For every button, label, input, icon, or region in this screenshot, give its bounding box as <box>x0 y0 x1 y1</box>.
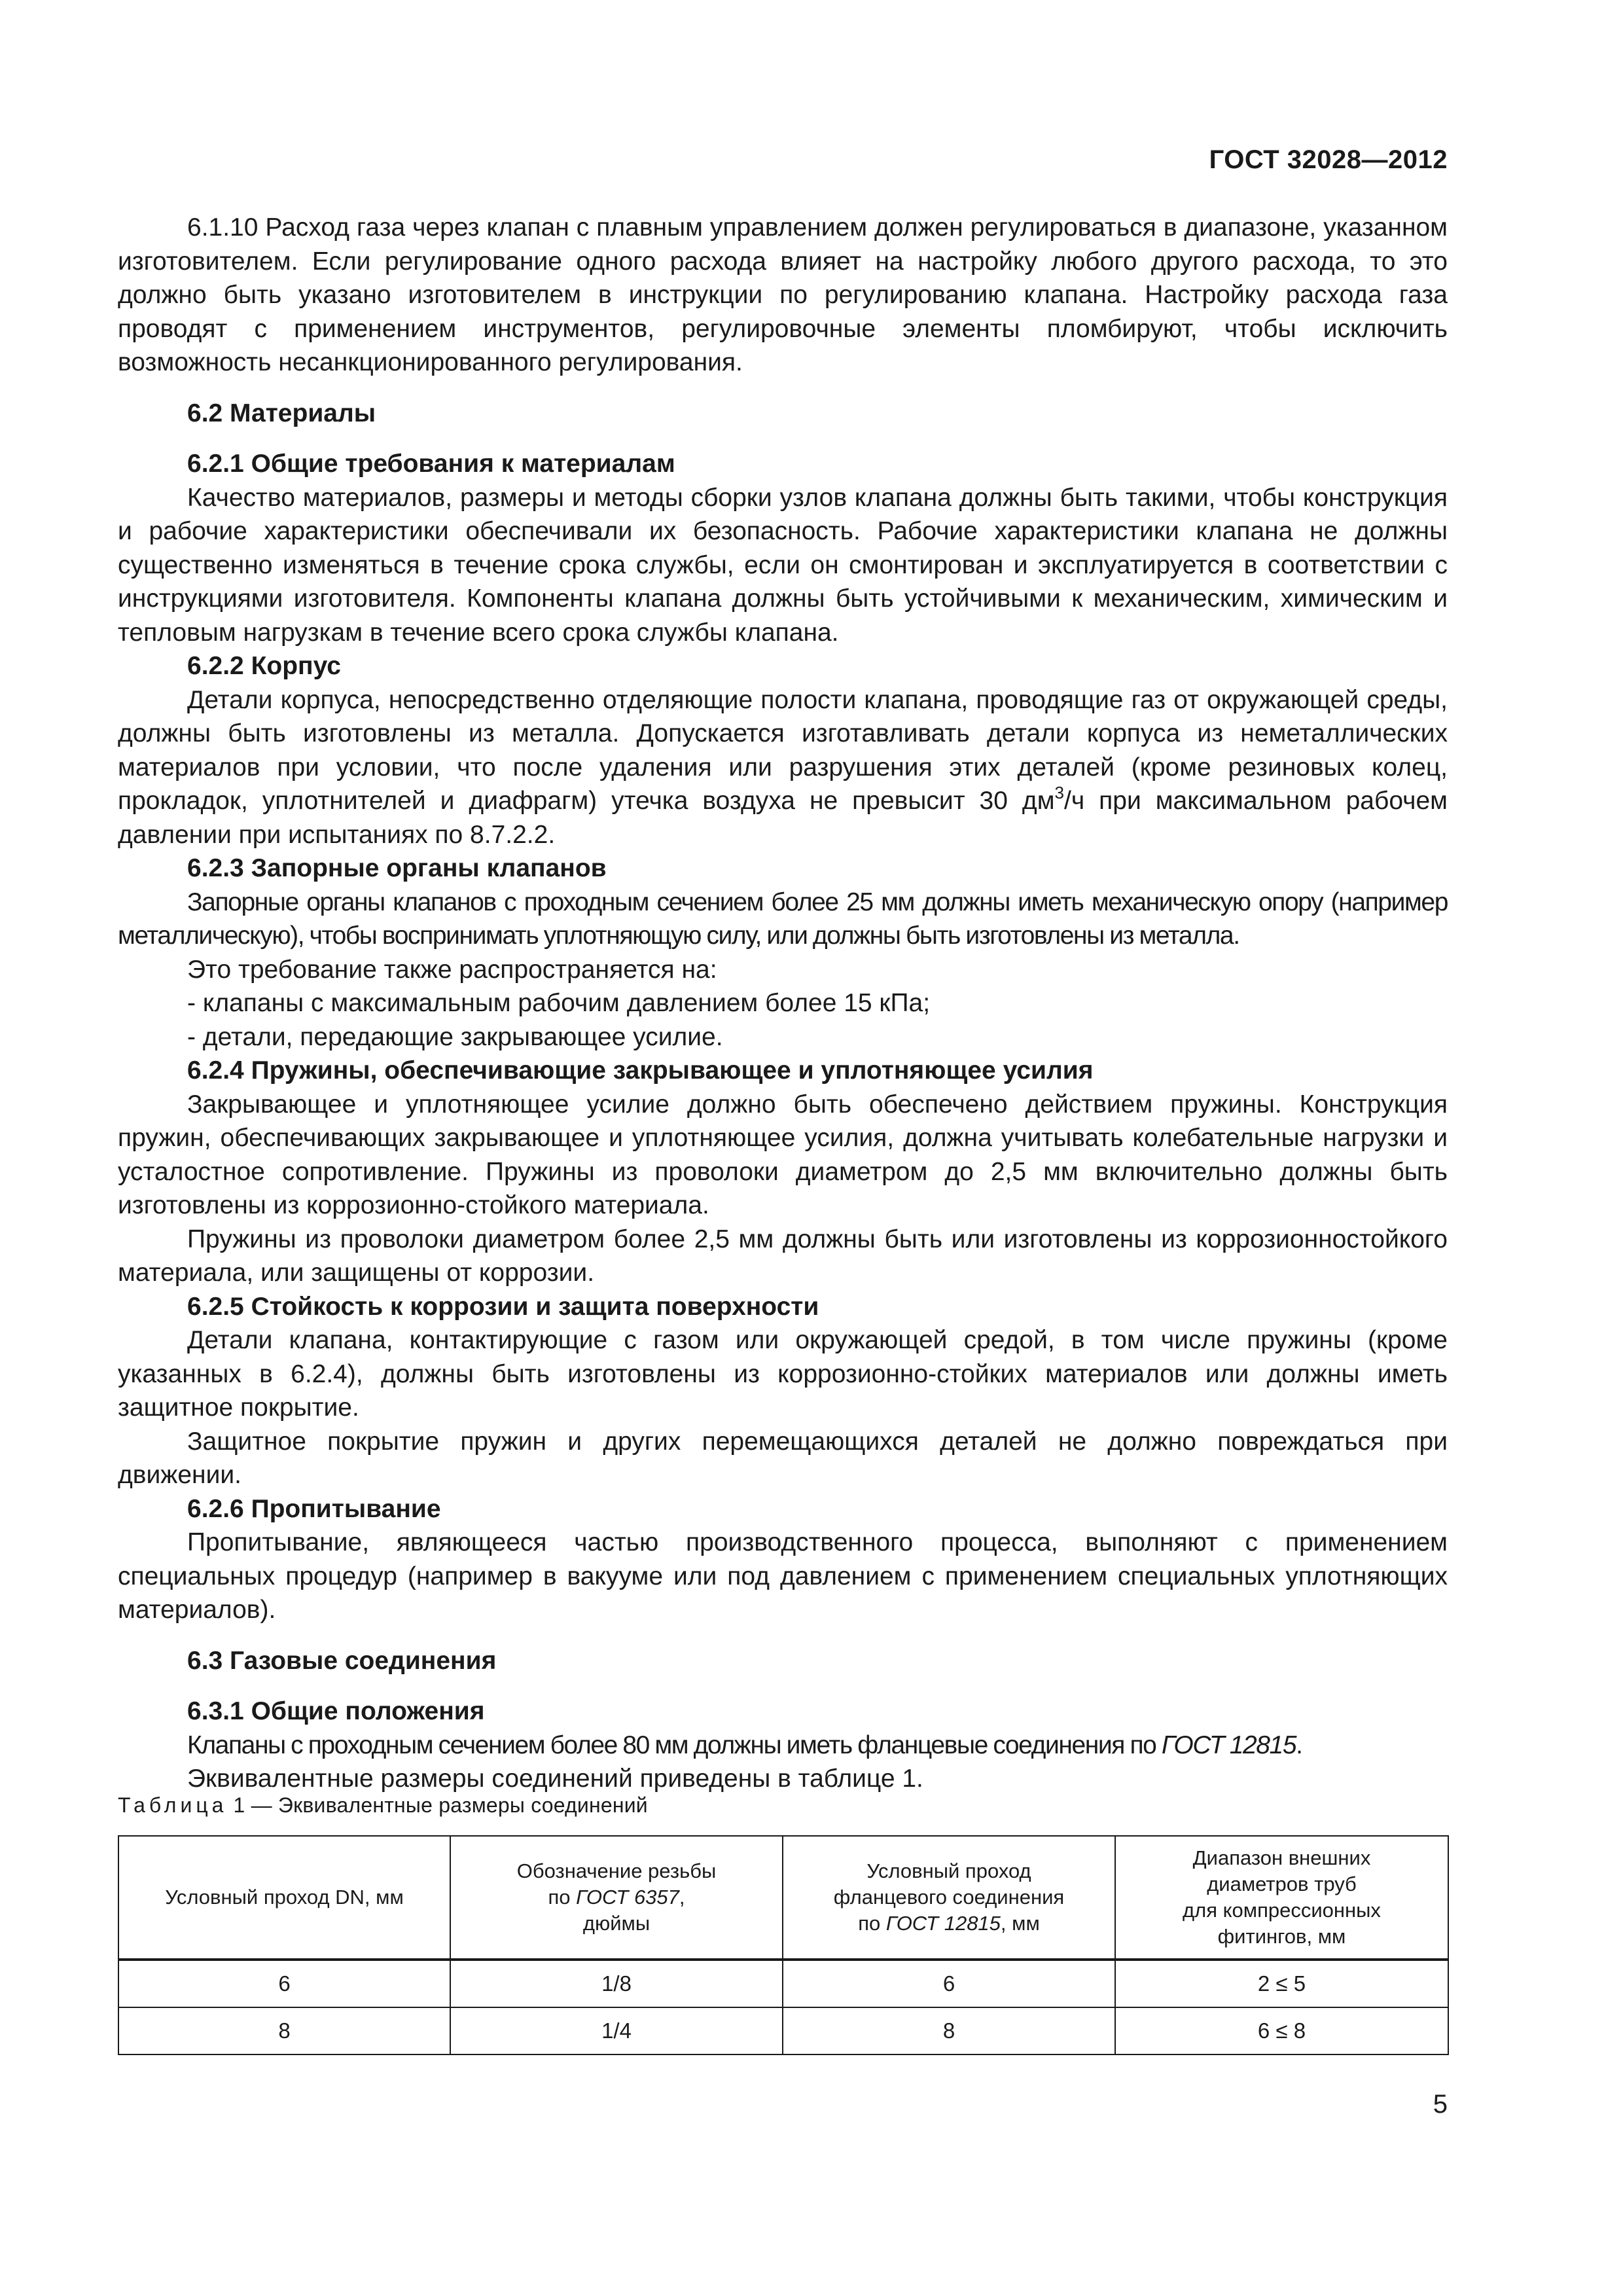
table-cell: 1/8 <box>450 1960 783 2007</box>
table-row <box>118 2007 1448 2054</box>
equivalent-sizes-table <box>118 1835 1449 2055</box>
paragraph-6-2-2-text-b: /ч при максимальном рабочем давлении при испытаниях по 8.7.2.2. <box>118 787 1448 849</box>
page-number: 5 <box>1433 2090 1448 2119</box>
header-col4-line3: для компрессионных <box>1183 1899 1381 1922</box>
paragraph-6-2-4: Закрывающее и уплотняющее усилие должно быть обеспечено действием пружины. Конструкция пружин, обеспечивающих закрывающее и уплотняющее усилия, должна учитывать колебательные нагрузки и усталостное сопротивление. Пружины из проволоки диаметром до 2,5 мм включительно должны быть изготовлены из коррозионно-стойкого материала. <box>118 1090 1448 1219</box>
paragraph-6-3-1-text-b: . <box>1296 1731 1302 1759</box>
paragraph-6-2-1: Качество материалов, размеры и методы сборки узлов клапана должны быть такими, чтобы конструкция и рабочие характеристики обеспечивали их безопасность. Рабочие характеристики клапана не должны существенно изменяться в течение срока службы, если он смонтирован и эксплуатируется в соответствии с инструкциями изготовителя. Компоненты клапана должны быть устойчивыми к механическим, химическим и тепловым нагрузкам в течение всего срока службы клапана. <box>118 483 1448 647</box>
table-cell: 8 <box>783 2007 1115 2054</box>
paragraph-6-2-5-b: Защитное покрытие пружин и других перемещающихся деталей не должно повреждаться при движении. <box>118 1427 1448 1489</box>
paragraph-6-2-3-intro: Это требование также распространяется на: <box>187 955 717 984</box>
list-item-2: - детали, передающие закрывающее усилие. <box>187 1022 723 1051</box>
header-col4-line4: фитингов, мм <box>1217 1925 1346 1948</box>
header-flange-diameter <box>783 1836 1115 1960</box>
heading-6-2-6: 6.2.6 Пропитывание <box>187 1494 441 1523</box>
table-cell: 6 <box>118 1960 450 2007</box>
table-caption-text: 1 — Эквивалентные размеры соединений <box>227 1793 648 1817</box>
heading-6-2: 6.2 Материалы <box>187 399 376 427</box>
heading-6-2-5: 6.2.5 Стойкость к коррозии и защита поверхности <box>187 1292 819 1321</box>
paragraph-6-2-2 <box>118 683 1448 852</box>
header-col2-line3: дюймы <box>582 1912 651 1935</box>
header-col2-ref: ГОСТ 6357 <box>576 1886 679 1909</box>
document-id-header: ГОСТ 32028—2012 <box>1209 145 1448 174</box>
paragraph-6-3-1-b: Эквивалентные размеры соединений приведены в таблице 1. <box>187 1765 923 1793</box>
document-body <box>118 211 1448 1796</box>
table-cell: 2 ≤ 5 <box>1115 1960 1448 2007</box>
table-caption-label: Таблица <box>118 1793 228 1817</box>
header-col4-line2: диаметров труб <box>1207 1873 1357 1895</box>
heading-6-2-2: 6.2.2 Корпус <box>187 652 341 680</box>
paragraph-6-3-1-text-a: Клапаны с проходным сечением более 80 мм должны иметь фланцевые соединения по <box>187 1731 1162 1759</box>
heading-6-2-3: 6.2.3 Запорные органы клапанов <box>187 854 607 882</box>
paragraph-6-2-4-b: Пружины из проволоки диаметром более 2,5 мм должны быть или изготовлены из коррозионностойкого материала, или защищены от коррозии. <box>118 1225 1448 1287</box>
heading-6-3-1: 6.3.1 Общие положения <box>187 1697 485 1725</box>
header-col2-line2c: , <box>679 1886 685 1909</box>
paragraph-6-2-3: Запорные органы клапанов с проходным сечением более 25 мм должны иметь механическую опору (например металлическую), чтобы воспринимать уплотняющую силу, или должны быть изготовлены из металла. <box>118 888 1448 950</box>
header-col3-ref: ГОСТ 12815 <box>885 1912 1001 1935</box>
paragraph-6-1-10: 6.1.10 Расход газа через клапан с плавным управлением должен регулироваться в диапазоне, указанном изготовителем. Если регулирование одного расхода влияет на настройку любого другого расхода, то это должно быть указано изготовителем в инструкции по регулированию клапана. Настройку расхода газа проводят с применением инструментов, регулировочные элементы пломбируют, чтобы исключить возможность несанкционированного регулирования. <box>118 213 1448 376</box>
list-item-1: - клапаны с максимальным рабочим давлением более 15 кПа; <box>187 989 931 1017</box>
heading-6-2-4: 6.2.4 Пружины, обеспечивающие закрывающее и уплотняющее усилия <box>187 1056 1094 1085</box>
table-caption <box>118 1793 648 1818</box>
table-header-row <box>118 1836 1448 1960</box>
header-col3-line3c: , мм <box>1000 1912 1040 1935</box>
paragraph-6-2-2-text-a: Детали корпуса, непосредственно отделяющие полости клапана, проводящие газ от окружающей среды, должны быть изготовлены из металла. Допускается изготавливать детали корпуса из неметаллических материалов при условии, что после удаления или разрушения этих деталей (кроме резиновых колец, прокладок, уплотнителей и диафрагм) утечка воздуха не превысит 30 дм <box>118 685 1448 815</box>
header-pipe-diameter-range <box>1115 1836 1448 1960</box>
table-cell: 1/4 <box>450 2007 783 2054</box>
table-cell: 6 <box>783 1960 1115 2007</box>
document-page <box>118 0 1448 2296</box>
paragraph-6-2-5: Детали клапана, контактирующие с газом или окружающей средой, в том числе пружины (кроме указанных в 6.2.4), должны быть изготовлены из коррозионно-стойких материалов или должны иметь защитное покрытие. <box>118 1326 1448 1422</box>
header-col3-line1: Условный проход <box>866 1859 1031 1882</box>
heading-6-2-1: 6.2.1 Общие требования к материалам <box>187 450 675 478</box>
paragraph-6-2-6: Пропитывание, являющееся частью производственного процесса, выполняют с применением специальных процедур (например в вакууме или под давлением с применением специальных уплотняющих материалов). <box>118 1528 1448 1624</box>
header-nominal-diameter <box>118 1836 450 1960</box>
superscript-cube: 3 <box>1054 783 1064 802</box>
header-thread-designation <box>450 1836 783 1960</box>
header-col3-line2: фланцевого соединения <box>833 1886 1065 1909</box>
header-col2-line2a: по <box>548 1886 577 1909</box>
heading-6-3: 6.3 Газовые соединения <box>187 1646 497 1675</box>
header-col1: Условный проход DN, мм <box>165 1886 404 1909</box>
gost-12815-reference: ГОСТ 12815 <box>1161 1731 1296 1759</box>
paragraph-6-3-1 <box>118 1729 1448 1763</box>
header-col3-line3a: по <box>858 1912 886 1935</box>
header-col2-line1: Обозначение резьбы <box>516 1859 717 1882</box>
table-cell: 6 ≤ 8 <box>1115 2007 1448 2054</box>
table-cell: 8 <box>118 2007 450 2054</box>
table-row <box>118 1960 1448 2007</box>
header-col4-line1: Диапазон внешних <box>1192 1846 1371 1869</box>
